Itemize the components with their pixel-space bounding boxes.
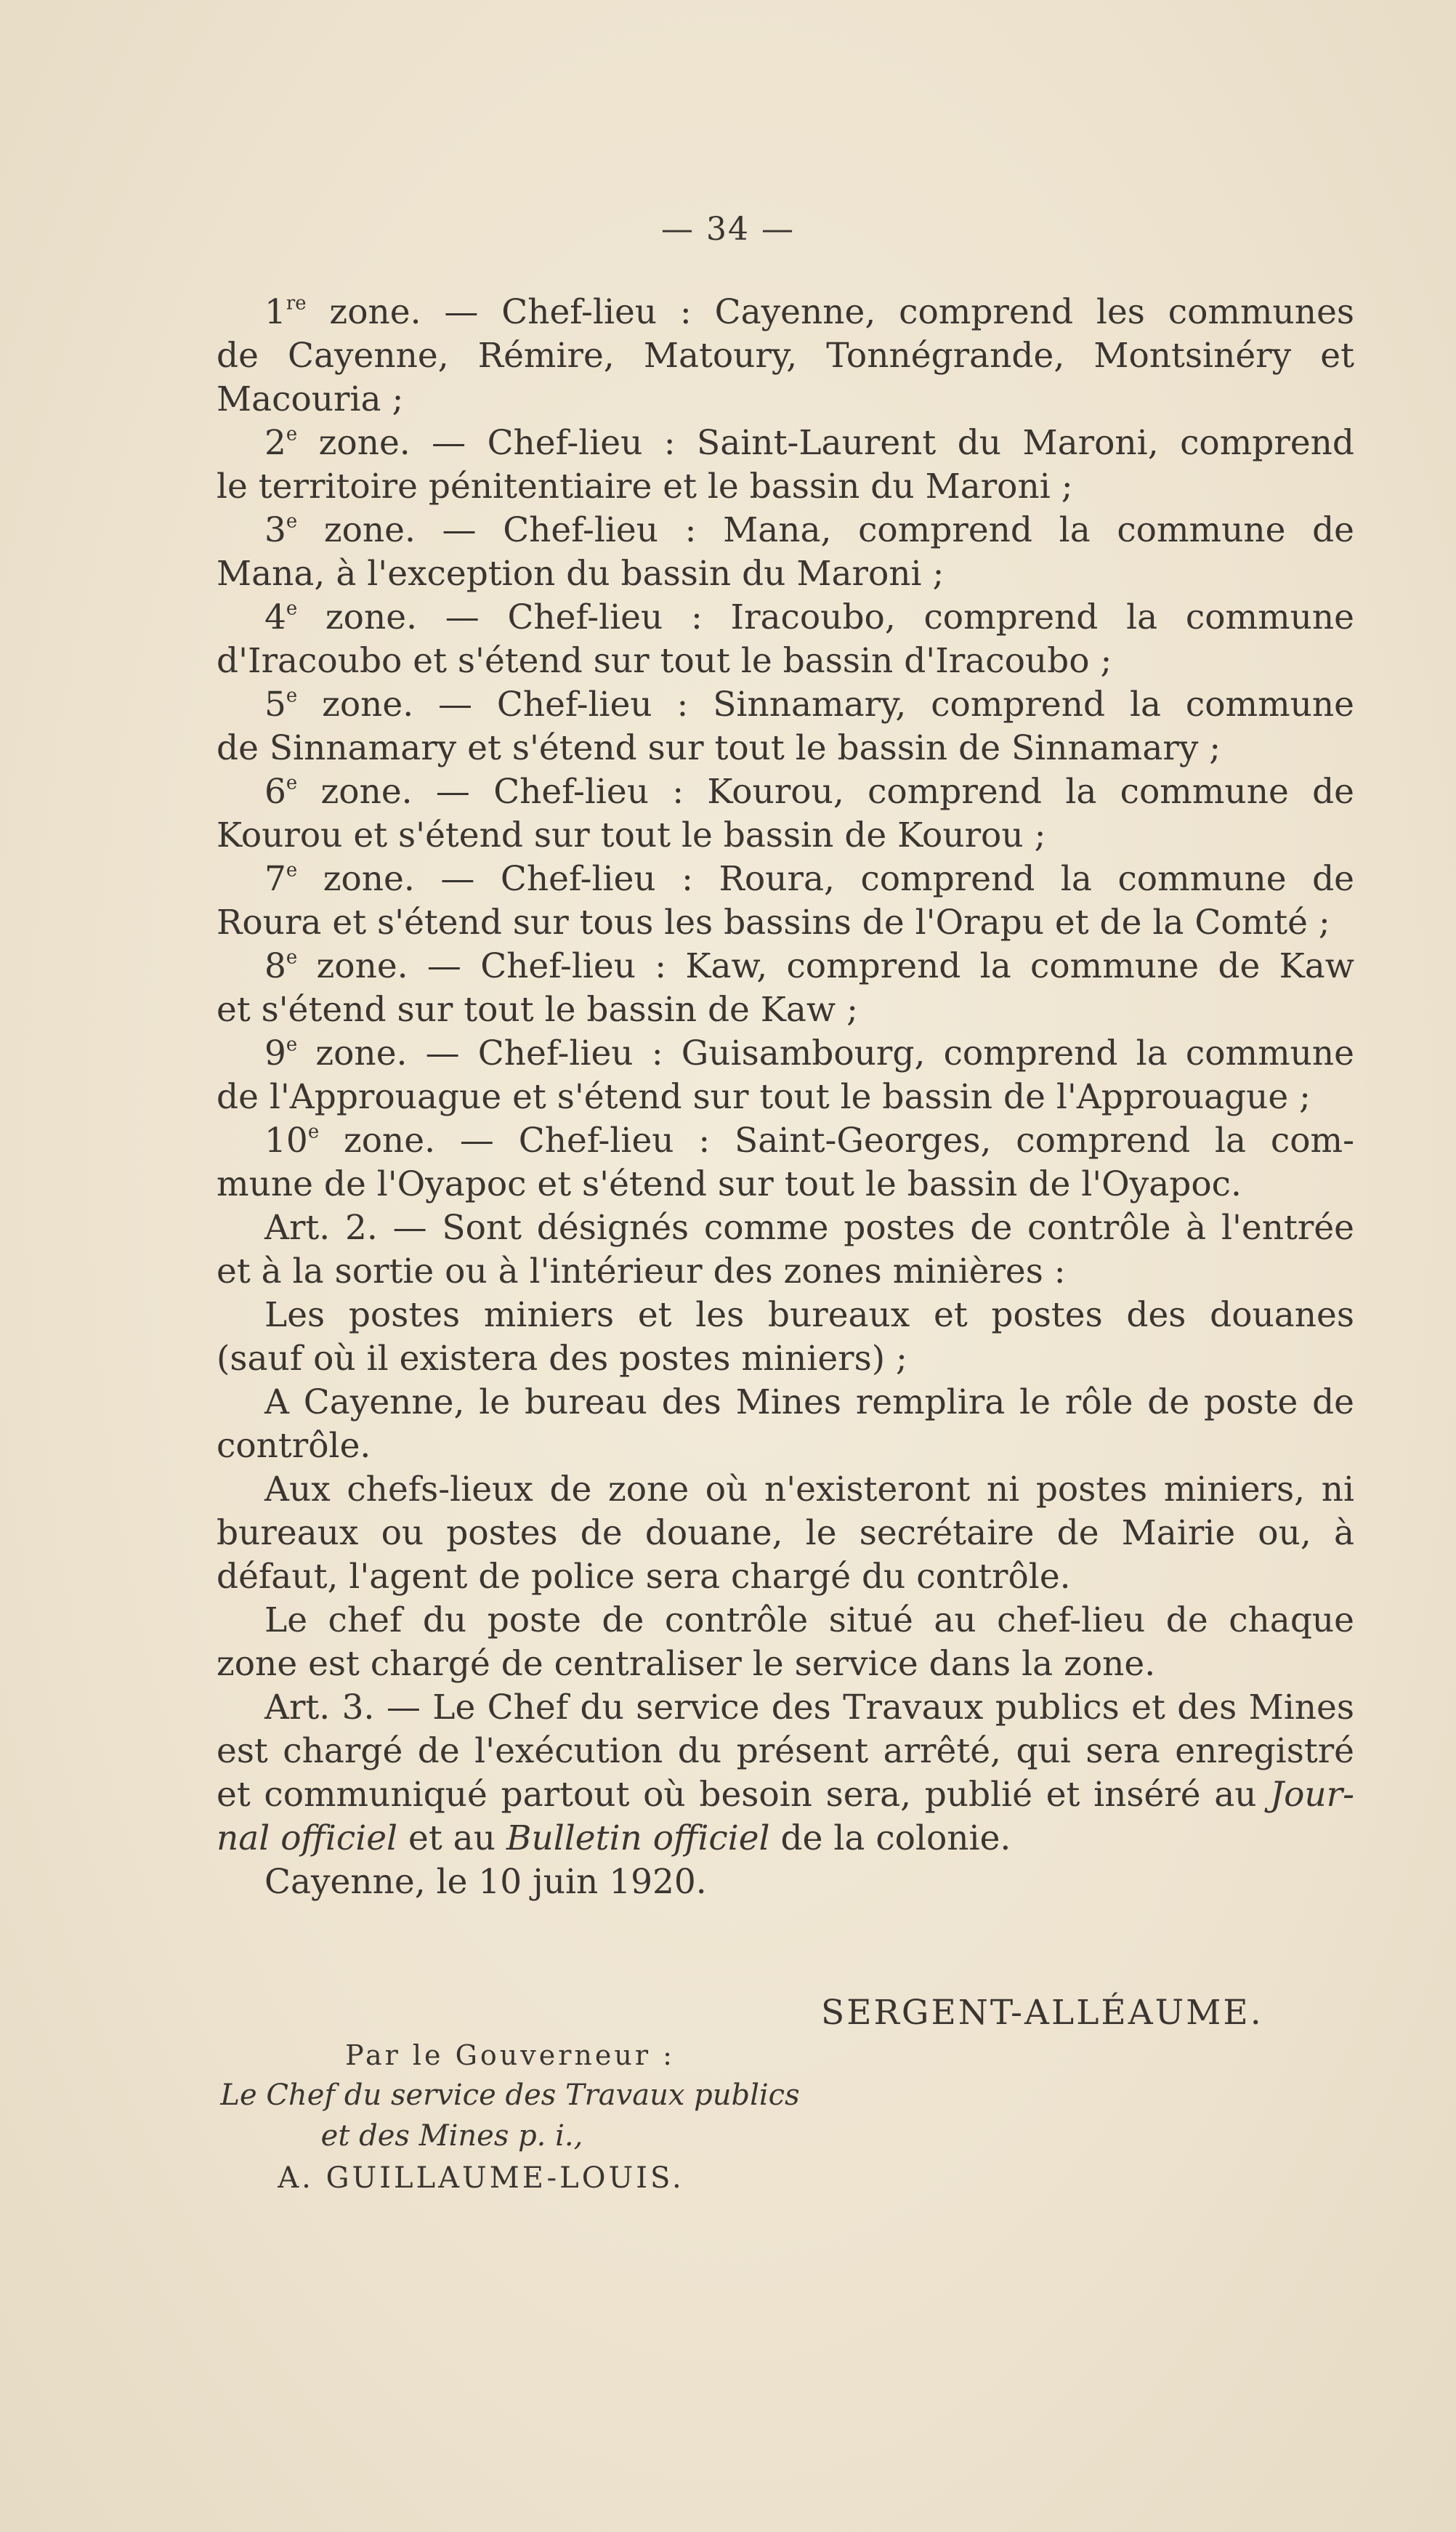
zone-6-line-2: Kourou et s'étend sur tout le bassin de Kourou ;	[217, 815, 1046, 855]
footer-author: A. GUILLAUME-LOUIS.	[278, 2161, 684, 2195]
zone-8-line-1: 8e zone. — Chef-lieu : Kaw, comprend la commune de Kaw	[264, 946, 1354, 986]
page-number: — 34 —	[661, 211, 795, 248]
art2-cayenne-line-1: A Cayenne, le bureau des Mines remplira le rôle de poste de	[264, 1382, 1354, 1422]
zone-1-line-2: de Cayenne, Rémire, Matoury, Tonnégrande, Montsinéry et	[217, 336, 1354, 376]
dateline: Cayenne, le 10 juin 1920.	[264, 1862, 707, 1902]
zone-7-line-1: 7e zone. — Chef-lieu : Roura, comprend la commune de	[264, 859, 1354, 899]
art2-line-1: Art. 2. — Sont désignés comme postes de contrôle à l'entrée	[264, 1208, 1354, 1248]
zone-5-line-1: 5e zone. — Chef-lieu : Sinnamary, comprend la commune	[264, 685, 1354, 725]
zone-8-line-2: et s'étend sur tout le bassin de Kaw ;	[217, 990, 858, 1030]
zone-10-line-2: mune de l'Oyapoc et s'étend sur tout le bassin de l'Oyapoc.	[217, 1164, 1242, 1204]
art2-le-chef-line-2: zone est chargé de centraliser le service dans la zone.	[217, 1644, 1156, 1684]
art2-postes-line-2: (sauf où il existera des postes miniers) ;	[217, 1339, 907, 1379]
art2-cayenne-line-2: contrôle.	[217, 1426, 371, 1466]
footer-par-le-gouverneur: Par le Gouverneur :	[345, 2039, 675, 2071]
art3-line-1: Art. 3. — Le Chef du service des Travaux publics et des Mines	[264, 1688, 1354, 1727]
zone-10-line-1: 10e zone. — Chef-lieu : Saint-Georges, comprend la com-	[264, 1121, 1354, 1161]
zone-3-line-2: Mana, à l'exception du bassin du Maroni ;	[217, 554, 945, 594]
zone-5-line-2: de Sinnamary et s'étend sur tout le bassin de Sinnamary ;	[217, 728, 1221, 768]
body-text	[217, 291, 1354, 1904]
zone-2-line-1: 2e zone. — Chef-lieu : Saint-Laurent du Maroni, comprend	[264, 423, 1354, 463]
art2-le-chef-line-1: Le chef du poste de contrôle situé au chef-lieu de chaque	[264, 1600, 1354, 1640]
zone-6-line-1: 6e zone. — Chef-lieu : Kourou, comprend la commune de	[264, 772, 1354, 812]
art3-line-3: et communiqué partout où besoin sera, publié et inséré au Jour-	[217, 1775, 1354, 1815]
art2-chefs-line-1: Aux chefs-lieux de zone où n'existeront ni postes miniers, ni	[264, 1469, 1354, 1509]
zone-9-line-1: 9e zone. — Chef-lieu : Guisambourg, comprend la commune	[264, 1033, 1354, 1073]
zone-1-line-1: 1re zone. — Chef-lieu : Cayenne, comprend les communes	[264, 292, 1354, 332]
zone-9-line-2: de l'Approuague et s'étend sur tout le bassin de l'Approuague ;	[217, 1077, 1311, 1117]
signature: SERGENT-ALLÉAUME.	[821, 1993, 1263, 2033]
art2-postes-line-1: Les postes miniers et les bureaux et postes des douanes	[264, 1295, 1354, 1335]
zone-4-line-1: 4e zone. — Chef-lieu : Iracoubo, comprend la commune	[264, 597, 1354, 637]
zone-2-line-2: le territoire pénitentiaire et le bassin du Maroni ;	[217, 467, 1073, 507]
zone-1-line-3: Macouria ;	[217, 379, 404, 419]
zone-4-line-2: d'Iracoubo et s'étend sur tout le bassin d'Iracoubo ;	[217, 641, 1112, 681]
footer-et-des-mines: et des Mines p. i.,	[320, 2119, 583, 2153]
art2-line-2: et à la sortie ou à l'intérieur des zones minières :	[217, 1251, 1066, 1291]
art3-line-4: nal officiel et au Bulletin officiel de la colonie.	[217, 1818, 1011, 1858]
footer-chef-du-service: Le Chef du service des Travaux publics	[220, 2079, 800, 2112]
art3-line-2: est chargé de l'exécution du présent arrêté, qui sera enregistré	[217, 1731, 1354, 1771]
zone-7-line-2: Roura et s'étend sur tous les bassins de l'Orapu et de la Comté ;	[217, 903, 1330, 943]
zone-3-line-1: 3e zone. — Chef-lieu : Mana, comprend la commune de	[264, 510, 1354, 550]
art2-chefs-line-3: défaut, l'agent de police sera chargé du contrôle.	[217, 1557, 1071, 1597]
art2-chefs-line-2: bureaux ou postes de douane, le secrétaire de Mairie ou, à	[217, 1513, 1354, 1553]
